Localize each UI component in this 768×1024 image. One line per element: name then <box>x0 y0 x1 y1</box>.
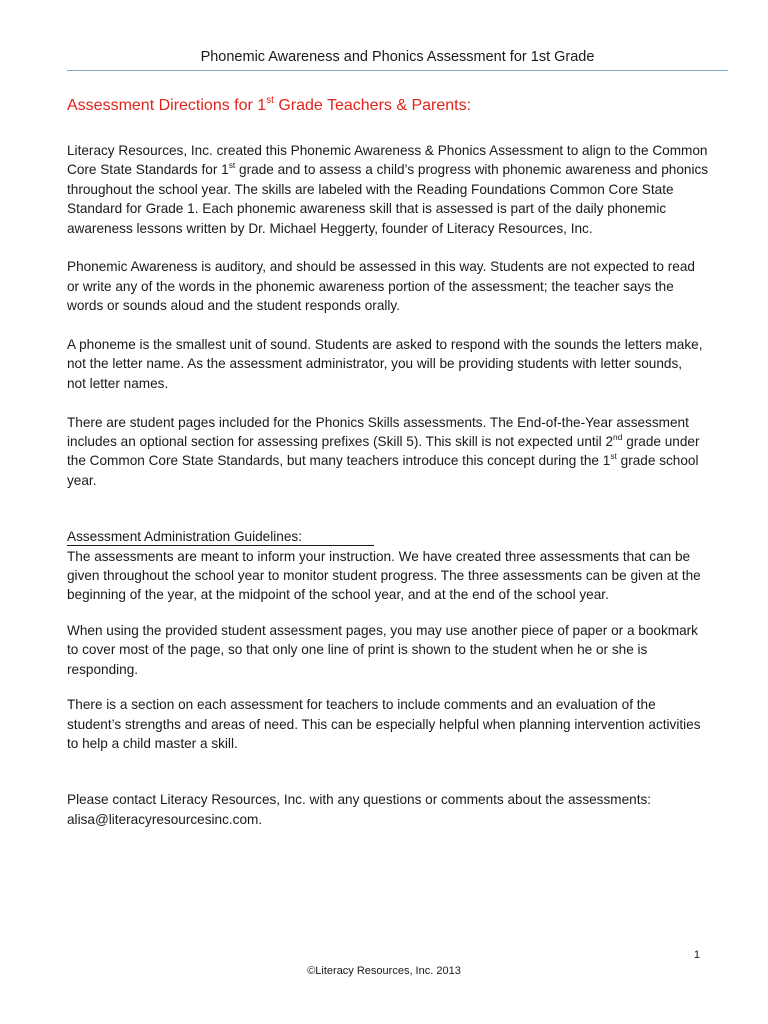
paragraph-intro <box>67 141 707 238</box>
text-run: Core State Standards for 1 <box>67 162 229 178</box>
paragraph-contact <box>67 790 707 829</box>
section-heading <box>67 94 472 115</box>
text-line <box>67 160 707 179</box>
text-run: includes an optional section for assessing prefixes (Skill 5). This skill is not expected until 2 <box>67 434 614 450</box>
document-body <box>67 141 707 829</box>
text-line: Literacy Resources, Inc. created this Phonemic Awareness & Phonics Assessment to align to the Common <box>67 143 708 158</box>
text-run: grade and to assess a child’s progress with phonemic awareness and phonics <box>235 162 709 178</box>
text-line <box>67 451 707 470</box>
guidelines-heading-line <box>67 527 707 546</box>
paragraph-student-pages <box>67 413 707 491</box>
paragraph-guidelines <box>67 527 707 605</box>
paragraph-phonemic-awareness <box>67 257 707 315</box>
text-line: The assessments are meant to inform your instruction. We have created three assessments that can be <box>67 548 691 564</box>
footer-copyright: ©Literacy Resources, Inc. 2013 <box>307 965 461 977</box>
text-line: There is a section on each assessment for teachers to include comments and an evaluation of the <box>67 697 656 713</box>
heading-superscript: st <box>266 94 274 106</box>
text-line: When using the provided student assessment pages, you may use another piece of paper or a bookmark <box>67 622 698 638</box>
text-run: the Common Core State Standards, but many teachers introduce this concept during the 1 <box>67 453 611 469</box>
superscript: nd <box>613 431 623 442</box>
superscript: st <box>228 160 236 171</box>
page-header-title: Phonemic Awareness and Phonics Assessment for 1st Grade <box>200 49 595 65</box>
text-line: to help a child master a skill. <box>67 735 238 751</box>
text-run: grade under <box>622 434 700 450</box>
text-line: student’s strengths and areas of need. This can be especially helpful when planning intervention activities <box>67 716 701 732</box>
text-line: awareness lessons written by Dr. Michael Heggerty, founder of Literacy Resources, Inc. <box>67 220 593 236</box>
text-line: Please contact Literacy Resources, Inc. with any questions or comments about the assessments: <box>67 792 652 808</box>
text-line: or write any of the words in the phonemic awareness portion of the assessment; the teacher says the <box>67 278 674 294</box>
text-line: words or sounds aloud and the student responds orally. <box>67 298 400 314</box>
text-line <box>67 432 707 451</box>
page-number: 1 <box>693 949 700 961</box>
paragraph-comments-section <box>67 695 707 753</box>
paragraph-phoneme <box>67 335 707 393</box>
text-line: Standard for Grade 1. Each phonemic awareness skill that is assessed is part of the daily phonemic <box>67 201 667 217</box>
text-line: to cover most of the page, so that only one line of print is shown to the student when he or she is <box>67 642 648 658</box>
text-line: not the letter name. As the assessment administrator, you will be providing students with letter sounds, <box>67 356 683 372</box>
text-line: responding. <box>67 661 139 677</box>
heading-part-1: Assessment Directions for 1 <box>67 97 267 114</box>
text-line: A phoneme is the smallest unit of sound. Students are asked to respond with the sounds the letters make, <box>67 337 703 353</box>
text-run: grade school <box>616 453 699 469</box>
text-line: not letter names. <box>67 375 169 391</box>
guidelines-heading: Assessment Administration Guidelines: <box>67 528 374 546</box>
superscript: st <box>610 451 617 462</box>
heading-part-2: Grade Teachers & Parents: <box>273 97 472 114</box>
text-line: year. <box>67 472 97 488</box>
text-line: given throughout the school year to monitor student progress. The three assessments can be given at the <box>67 568 701 584</box>
header-divider <box>67 70 728 71</box>
paragraph-student-assessment-pages <box>67 621 707 679</box>
text-line: beginning of the year, at the midpoint of the school year, and at the end of the school year. <box>67 587 609 603</box>
text-line: Phonemic Awareness is auditory, and should be assessed in this way. Students are not expected to read <box>67 259 695 275</box>
text-line: There are student pages included for the Phonics Skills assessments. The End-of-the-Year assessment <box>67 414 689 430</box>
text-line: throughout the school year. The skills are labeled with the Reading Foundations Common Core State <box>67 181 674 197</box>
contact-email: alisa@literacyresourcesinc.com. <box>67 811 263 827</box>
